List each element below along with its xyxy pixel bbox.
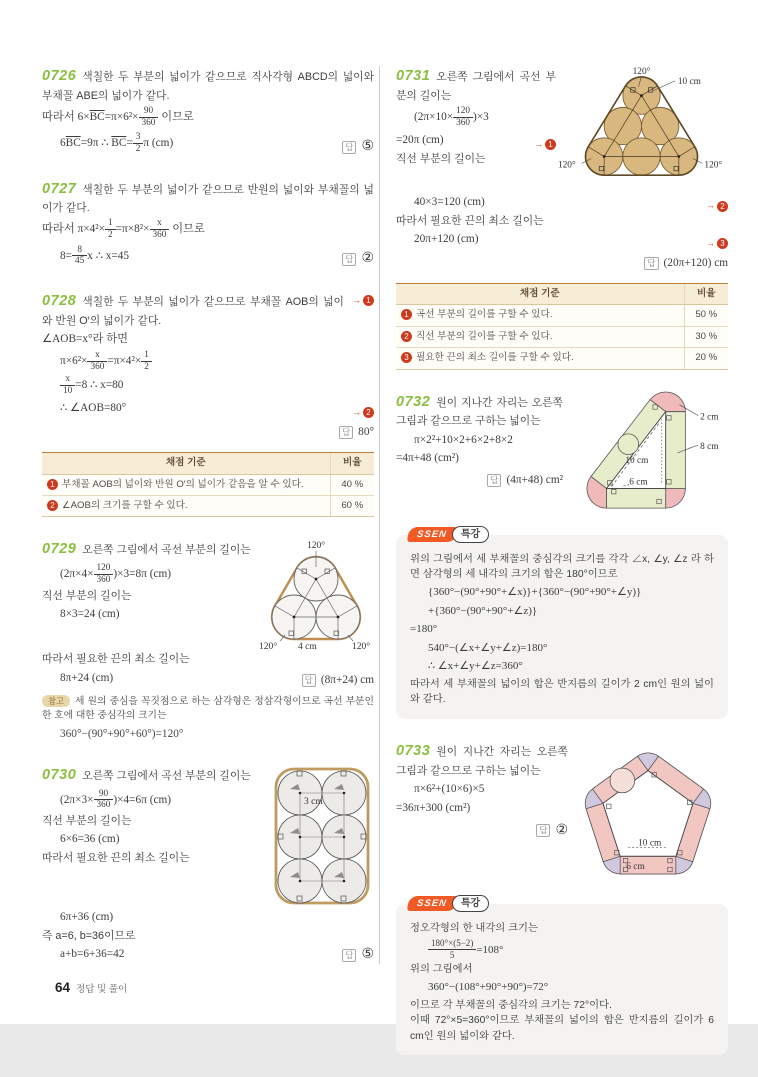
problem-number: 0729: [42, 541, 77, 558]
math-line: 따라서 $6\times\overline{BC}=\pi\times 6^2\times$ $\frac{90}{360}$ 이므로: [42, 105, 194, 128]
math-line: $\frac{180^\circ\times(5-2)}{5}$ =108°: [410, 938, 714, 960]
math-line: 540°−(∠x+∠y+∠z)=180°: [428, 641, 548, 654]
math-line: π×6²× $\frac{x}{360}$ =π×4²× $\frac{1}{2}$: [42, 350, 374, 372]
math-line: 360°−(90°+90°+60°)=120°: [60, 727, 184, 740]
answer-value: ②: [555, 822, 568, 838]
math-line: =4π+48 (cm²): [396, 452, 459, 465]
lecture-text: 이때 72°×5=360°이므로 부채꼴의 넓이의 합은 반지름의 길이가 6 cm인 원의 넓이와 같다.: [410, 1015, 714, 1042]
label-angle-top: 120°: [632, 66, 651, 77]
problem-intro: [42, 291, 374, 329]
problem-text: 따라서 필요한 끈의 최소 길이는: [42, 653, 190, 666]
lecture-badge: 특강: [452, 895, 489, 912]
label-radius: 2 cm: [700, 412, 719, 423]
math-line: 40×3=120 (cm): [414, 196, 485, 208]
answer-badge: 답: [487, 474, 501, 487]
problem-text: 원이 지나간 자리는 오른쪽 그림과 같으므로 구하는 넓이는: [396, 745, 568, 777]
answer-value: (8π+24) cm: [320, 673, 374, 686]
problem-intro: [42, 179, 374, 217]
grading-table: [396, 283, 728, 370]
math-line: =36π+300 (cm²): [396, 801, 471, 814]
left-column: [42, 66, 374, 987]
label-angle-br: 120°: [352, 642, 371, 653]
reference-note: [42, 695, 374, 743]
problem-text: 색칠한 두 부분의 넓이가 같으므로 반원의 넓이와 부채꼴의 넓이가 같다.: [42, 183, 374, 215]
table-row: [396, 348, 728, 369]
criteria-text: 부채꼴 AOB의 넓이와 반원 O′의 넓이가 같음을 알 수 있다.: [62, 478, 304, 490]
problem-0730: [42, 765, 374, 965]
math-line: 20π+120 (cm): [414, 233, 479, 246]
ssen-tag: [408, 895, 489, 912]
math-line: 8= $\frac{8}{45}$ x ∴ x=45: [60, 244, 130, 267]
lecture-text: 위의 그림에서 세 부채꼴의 중심각의 크기를 각각 ∠x, ∠y, ∠z 라 하면 삼각형의 세 내각의 크기의 합은 180°이므로: [410, 553, 714, 580]
figure-three-circles-rope: [258, 539, 374, 651]
column-divider: [379, 66, 380, 964]
problem-number: 0733: [396, 742, 431, 759]
step-marker: [526, 138, 556, 152]
answer-badge: 답: [536, 824, 550, 837]
step-2-badge: 2: [47, 500, 58, 511]
answer-badge: 답: [644, 257, 658, 270]
right-column: [396, 66, 728, 1077]
problem-number: 0727: [42, 180, 77, 197]
math-line: +{360°−(90°+90°+∠z)}: [428, 604, 538, 617]
answer: [396, 253, 728, 274]
lecture-text: 이므로 각 부채꼴의 중심각의 크기는 72°이다.: [410, 999, 612, 1011]
circles: [585, 77, 697, 175]
problem-0728: [42, 291, 374, 517]
problem-text: 따라서 필요한 끈의 최소 길이는: [396, 214, 544, 227]
label-width: 6 cm: [626, 862, 645, 873]
problem-text: 즉 a=6, b=36이므로: [42, 929, 136, 942]
page-footer: [55, 978, 127, 998]
problem-text: 원이 지나간 자리는 오른쪽 그림과 같으므로 구하는 넓이는: [396, 396, 563, 428]
label-side: 10 cm: [638, 838, 662, 849]
lecture-text: 따라서 세 부채꼴의 넓이의 합은 반지름의 길이가 2 cm인 원의 넓이와 같다.: [410, 678, 714, 706]
grading-ratio-header: 비율: [330, 453, 374, 474]
arrow-icon: →: [352, 406, 361, 417]
rolling-circle: [610, 768, 635, 793]
problem-text: 따라서 필요한 끈의 최소 길이는: [42, 852, 190, 865]
step-2-badge: 2: [401, 331, 412, 342]
answer-badge: 답: [342, 949, 356, 962]
grading-ratio-header: 비율: [684, 284, 728, 305]
label-right-side: 8 cm: [700, 441, 719, 452]
math-line: ∴ ∠x+∠y+∠z=360°: [428, 660, 523, 673]
problem-intro: [42, 66, 374, 104]
step-1-badge: 1: [401, 309, 412, 320]
math-line: π×2²+10×2+6×2+8×2: [414, 433, 513, 446]
answer: [342, 136, 374, 157]
answer-value: ⑤: [361, 138, 374, 154]
math-line: 8π+24 (cm): [60, 671, 114, 684]
answer: [396, 820, 568, 841]
arrow-icon: →: [706, 237, 715, 248]
math-line: $\frac{x}{10}$ =8 ∴ x=80: [42, 374, 374, 396]
problem-text: 오른쪽 그림에서 곡선 부분의 길이는: [82, 544, 251, 557]
answer-badge: 답: [339, 426, 353, 439]
problem-text: 오른쪽 그림에서 곡선 부분의 길이는: [396, 71, 556, 102]
step-3-badge: 3: [717, 238, 728, 249]
math-line: a+b=6+36=42: [60, 948, 125, 961]
step-1-badge: 1: [545, 139, 556, 150]
label-hypotenuse: 10 cm: [625, 455, 649, 466]
arrow-icon: →: [352, 295, 361, 305]
answer: [342, 944, 374, 965]
answer: [342, 248, 374, 269]
footer-title: 정답 및 풀이: [76, 984, 128, 995]
criteria-text: 직선 부분의 길이를 구할 수 있다.: [416, 330, 553, 342]
problem-number: 0728: [42, 293, 77, 309]
figure-triangle-track: [563, 392, 728, 518]
step-marker: [698, 237, 728, 251]
math-line: =180°: [410, 623, 438, 636]
problem-intro: [42, 539, 258, 561]
label-angle-br: 120°: [704, 160, 723, 171]
answer-badge: 답: [302, 674, 316, 687]
problem-number: 0731: [396, 68, 431, 84]
answer: [302, 672, 374, 689]
problem-0729: [42, 539, 374, 742]
label-size: 10 cm: [677, 76, 701, 87]
problem-intro: [396, 741, 568, 779]
problem-text: 직선 부분의 길이는: [42, 814, 132, 827]
problem-0731: [396, 66, 728, 370]
grading-criteria-header: 채점 기준: [396, 284, 684, 305]
answer-value: (4π+48) cm²: [506, 474, 563, 487]
criteria-text: 필요한 끈의 최소 길이를 구할 수 있다.: [416, 352, 574, 364]
arrow-icon: →: [534, 138, 543, 149]
ratio-value: 30 %: [684, 326, 728, 347]
step-2-badge: 2: [717, 201, 728, 212]
label-bottom-side: 6 cm: [629, 477, 648, 488]
note-text: 세 원의 중심을 꼭짓점으로 하는 삼각형은 정삼각형이므로 곡선 부분인 한 호에 대한 중심각의 크기는: [42, 695, 374, 722]
answer: [42, 422, 374, 443]
step-3-badge: 3: [401, 352, 412, 363]
problem-intro: [396, 66, 556, 104]
ratio-value: 40 %: [330, 474, 374, 495]
problem-number: 0726: [42, 68, 77, 84]
answer-value: (20π+120) cm: [663, 257, 728, 270]
label-angle-bl: 120°: [259, 642, 278, 653]
ssen-logo: SSEN: [407, 527, 458, 542]
problem-text: 직선 부분의 길이는: [396, 153, 486, 166]
problem-text: 직선 부분의 길이는: [42, 589, 132, 602]
arrow-icon: →: [706, 200, 715, 211]
figure-pyramid-circles-rope: [556, 66, 728, 192]
answer-value: ⑤: [361, 947, 374, 963]
ratio-value: 20 %: [684, 348, 728, 369]
step-2-badge: 2: [363, 407, 374, 418]
answer-badge: 답: [342, 253, 356, 266]
problem-0727: [42, 179, 374, 270]
circles: [272, 557, 360, 639]
problem-text: 오른쪽 그림에서 곡선 부분의 길이는: [82, 769, 251, 782]
note-badge: 참고: [42, 695, 70, 707]
criteria-text: 곡선 부분의 길이를 구할 수 있다.: [416, 309, 553, 321]
table-row: [42, 474, 374, 495]
step-marker: [698, 199, 728, 213]
figure-pentagon-track: [568, 741, 728, 887]
math-line: 8×3=24 (cm): [60, 607, 120, 620]
problem-0732: [396, 392, 728, 719]
problem-intro: [42, 765, 270, 787]
math-line: 따라서 π×4²× $\frac{1}{2}$ =π×8²× $\frac{x}{360}$ 이므로: [42, 218, 205, 241]
criteria-text: ∠AOB의 크기를 구할 수 있다.: [62, 500, 188, 512]
step-marker: [344, 294, 374, 308]
problem-intro: [396, 392, 563, 430]
answer-badge: 답: [342, 141, 356, 154]
ssen-logo: SSEN: [407, 896, 458, 911]
table-row: [396, 326, 728, 347]
problem-number: 0732: [396, 393, 431, 410]
math-line: 6×6=36 (cm): [60, 833, 120, 846]
label-angle-bl: 120°: [557, 160, 576, 171]
label-size: 3 cm: [304, 796, 323, 807]
math-line: 6π+36 (cm): [60, 910, 114, 923]
answer: [396, 470, 563, 491]
problem-text: 색칠한 두 부분의 넓이가 같으므로 직사각형 ABCD의 넓이와 부채꼴 ABE의 넓이가 같다.: [42, 71, 374, 102]
lecture-text: 정오각형의 한 내각의 크기는: [410, 922, 538, 934]
ssen-lecture-box: [396, 528, 728, 719]
lecture-text: 위의 그림에서: [410, 963, 473, 975]
problem-number: 0730: [42, 766, 77, 783]
math-line: =20π (cm): [396, 134, 444, 147]
math-line: $6\overline{BC}=9\pi$ ∴ $\overline{BC}=$ $\frac{3}{2}$ π (cm): [60, 132, 174, 154]
answer-value: ②: [361, 251, 374, 266]
figure-six-circles-rope: [270, 765, 374, 907]
table-row: [42, 496, 374, 517]
label-angle-top: 120°: [306, 541, 326, 552]
math-line: ∴ ∠AOB=80°: [60, 402, 127, 415]
math-line: π×6²+(10×6)×5: [414, 782, 485, 795]
math-line: ∠AOB=x°라 하면: [42, 332, 129, 345]
grading-criteria-header: 채점 기준: [42, 453, 330, 474]
ssen-lecture-box: [396, 897, 728, 1055]
answer-value: 80°: [358, 426, 374, 439]
math-line: {360°−(90°+90°+∠x)}+{360°−(90°+90°+∠y)}: [428, 586, 642, 599]
ratio-value: 60 %: [330, 496, 374, 517]
problem-0733: [396, 741, 728, 1055]
rolling-circle: [618, 433, 639, 454]
step-1-badge: 1: [47, 479, 58, 490]
step-marker: [344, 406, 374, 420]
problem-0726: [42, 66, 374, 157]
math-line: (2π×4× $\frac{120}{360}$ )×3=8π (cm): [60, 563, 172, 585]
problem-text: 색칠한 두 부분의 넓이가 같으므로 부채꼴 AOB의 넓이와 반원 O′의 넓이가 같다.: [42, 296, 344, 327]
lecture-badge: 특강: [452, 526, 489, 543]
label-size: 4 cm: [298, 642, 317, 653]
math-line: 360°−(108°+90°+90°)=72°: [428, 981, 549, 994]
ratio-value: 50 %: [684, 305, 728, 326]
math-line: (2π×3× $\frac{90}{360}$ )×4=6π (cm): [60, 788, 172, 811]
ssen-tag: [408, 526, 489, 543]
page-number: 64: [55, 980, 71, 995]
math-line: (2π×10× $\frac{120}{360}$ )×3: [414, 105, 489, 128]
step-1-badge: 1: [363, 295, 374, 306]
table-row: [396, 305, 728, 326]
grading-table: [42, 452, 374, 517]
